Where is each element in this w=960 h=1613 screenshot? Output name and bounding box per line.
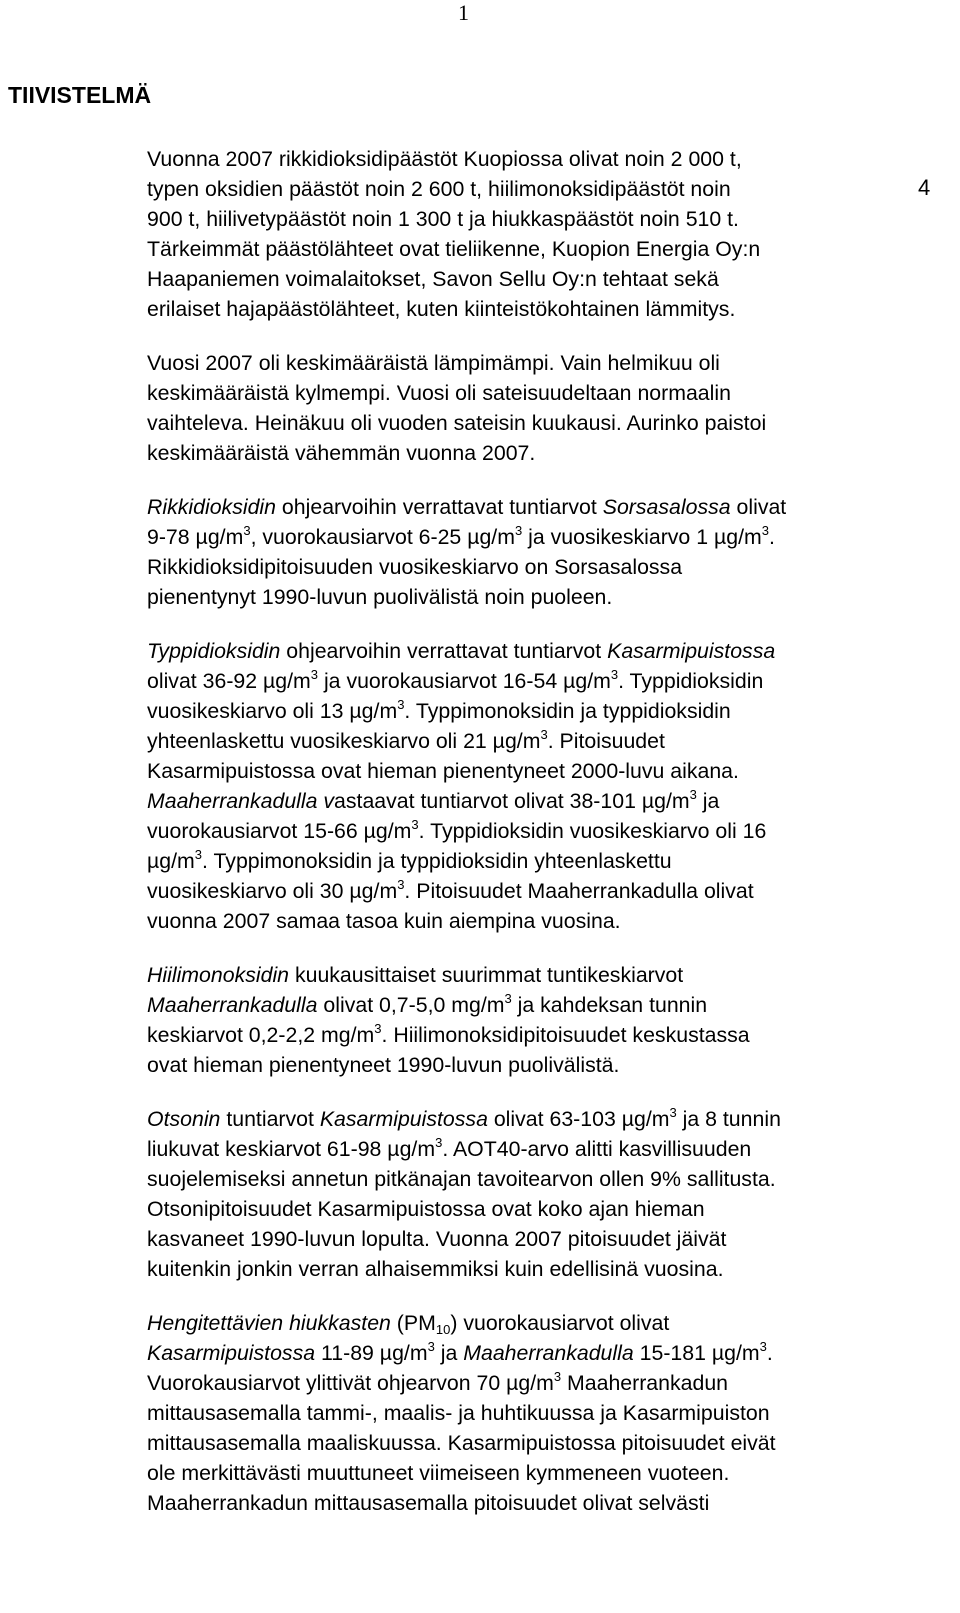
term: Rikkidioksidin (147, 495, 277, 519)
text: ja vuosikeskiarvo 1 µg/m (522, 525, 762, 549)
text: (PM (390, 1311, 436, 1335)
paragraph-sulphur-dioxide (147, 492, 937, 612)
side-number: 4 (918, 175, 931, 200)
text-line: Vuosi 2007 oli keskimääräistä lämpimämpi. Vain helmikuu oli (147, 351, 720, 375)
text: . Typpidioksidin (618, 669, 764, 693)
text: . Pitoisuudet Maaherrankadulla olivat (404, 879, 754, 903)
text-line: typen oksidien päästöt noin 2 600 t, hiilimonoksidipäästöt noin (147, 177, 731, 201)
superscript: 3 (397, 697, 405, 712)
place-name: Maaherrankadulla v (147, 789, 335, 813)
superscript: 3 (374, 1021, 382, 1036)
text: olivat 63-103 µg/m (487, 1107, 670, 1131)
text-line: erilaiset hajapäästölähteet, kuten kiinteistökohtainen lämmitys. (147, 297, 736, 321)
text: ja (696, 789, 720, 813)
paragraph-carbon-monoxide (147, 960, 937, 1080)
superscript: 3 (759, 1339, 767, 1354)
document-body (147, 144, 937, 1542)
text: vuosikeskiarvo oli 13 µg/m (147, 699, 398, 723)
text-line: mittausasemalla tammi-, maalis- ja huhtikuussa ja Kasarmipuiston (147, 1401, 770, 1425)
text-line: Rikkidioksidipitoisuuden vuosikeskiarvo on Sorsasalossa (147, 555, 683, 579)
text: ja vuorokausiarvot 16-54 µg/m (318, 669, 611, 693)
text-line: kuitenkin jonkin verran alhaisemmiksi kuin edellisinä vuosina. (147, 1257, 724, 1281)
text: liukuvat keskiarvot 61-98 µg/m (147, 1137, 436, 1161)
superscript: 3 (194, 847, 203, 862)
text: kuukausittaiset suurimmat tuntikeskiarvot (289, 963, 684, 987)
text: ja 8 tunnin (676, 1107, 781, 1131)
text: ja (434, 1341, 464, 1365)
text: keskiarvot 0,2-2,2 mg/m (147, 1023, 375, 1047)
text-line: ovat hieman pienentyneet 1990-luvun puolivälistä. (147, 1053, 620, 1077)
paragraph-particulates (147, 1308, 937, 1518)
text: yhteenlaskettu vuosikeskiarvo oli 21 µg/m (147, 729, 541, 753)
superscript: 3 (610, 667, 619, 682)
superscript: 3 (243, 523, 251, 538)
text: olivat (730, 495, 787, 519)
text: . Typpidioksidin vuosikeskiarvo oli 16 (418, 819, 767, 843)
text-line: suojelemiseksi annetun pitkänajan tavoitearvon ollen 9% sallitusta. (147, 1167, 776, 1191)
superscript: 3 (504, 991, 512, 1006)
text-line: Haapaniemen voimalaitokset, Savon Sellu Oy:n tehtaat sekä (147, 267, 719, 291)
text: Vuorokausiarvot ylittivät ohjearvon 70 µg/m (147, 1371, 554, 1395)
text: . Typpimonoksidin ja typpidioksidin yhteenlaskettu (202, 849, 672, 873)
text: . (766, 1341, 773, 1365)
text-line: Vuonna 2007 rikkidioksidipäästöt Kuopiossa olivat noin 2 000 t, (147, 147, 742, 171)
text: . (768, 525, 775, 549)
place-name: Maaherrankadulla (463, 1341, 634, 1365)
text-line: vuonna 2007 samaa tasoa kuin aiempina vuosina. (147, 909, 621, 933)
text: ) vuorokausiarvot olivat (450, 1311, 670, 1335)
superscript: 3 (761, 523, 769, 538)
page-number: 1 (458, 0, 469, 25)
text: 11-89 µg/m (315, 1341, 428, 1365)
superscript: 3 (689, 787, 697, 802)
superscript: 3 (397, 877, 405, 892)
text: . Pitoisuudet (547, 729, 665, 753)
paragraph-weather (147, 348, 937, 468)
text: astaavat tuntiarvot olivat 38-101 µg/m (334, 789, 690, 813)
paragraph-nitrogen-dioxide (147, 636, 937, 936)
text-line: pienentynyt 1990-luvun puolivälistä noin puoleen. (147, 585, 613, 609)
superscript: 3 (427, 1339, 435, 1354)
term: Hengitettävien hiukkasten (147, 1311, 391, 1335)
superscript: 3 (540, 727, 548, 742)
text: , vuorokausiarvot 6-25 µg/m (250, 525, 515, 549)
subscript: 10 (435, 1322, 451, 1337)
text: ohjearvoihin verrattavat tuntiarvot (280, 639, 608, 663)
place-name: Kasarmipuistossa (319, 1107, 488, 1131)
superscript: 3 (553, 1369, 562, 1384)
text-line: mittausasemalla maaliskuussa. Kasarmipuistossa pitoisuudet eivät (147, 1431, 776, 1455)
place-name: Kasarmipuistossa (607, 639, 776, 663)
superscript: 3 (411, 817, 419, 832)
text: tuntiarvot (220, 1107, 320, 1131)
place-name: Kasarmipuistossa (147, 1341, 316, 1365)
text: ohjearvoihin verrattavat tuntiarvot (276, 495, 603, 519)
text-line: Otsonipitoisuudet Kasarmipuistossa ovat koko ajan hieman (147, 1197, 705, 1221)
text-line: 900 t, hiilivetypäästöt noin 1 300 t ja hiukkaspäästöt noin 510 t. (147, 207, 739, 231)
text: . AOT40-arvo alitti kasvillisuuden (442, 1137, 752, 1161)
paragraph-ozone (147, 1104, 937, 1284)
superscript: 3 (669, 1105, 677, 1120)
text: ja kahdeksan tunnin (511, 993, 708, 1017)
text: 15-181 µg/m (633, 1341, 760, 1365)
text: olivat 36-92 µg/m (147, 669, 311, 693)
superscript: 3 (435, 1135, 443, 1150)
text: . Typpimonoksidin ja typpidioksidin (404, 699, 731, 723)
text: vuorokausiarvot 15-66 µg/m (147, 819, 412, 843)
text-line: Maaherrankadun mittausasemalla pitoisuudet olivat selvästi (147, 1491, 710, 1515)
text: Maaherrankadun (561, 1371, 729, 1395)
text-line: Kasarmipuistossa ovat hieman pienentyneet 2000-luvu aikana. (147, 759, 739, 783)
place-name: Maaherrankadulla (147, 993, 318, 1017)
page-title: TIIVISTELMÄ (8, 82, 152, 108)
superscript: 3 (514, 523, 523, 538)
text-line: keskimääräistä vähemmän vuonna 2007. (147, 441, 536, 465)
text: µg/m (147, 849, 195, 873)
text-line: ole merkittävästi muuttuneet viimeiseen kymmeneen vuoteen. (147, 1461, 730, 1485)
text-line: kasvaneet 1990-luvun lopulta. Vuonna 2007 pitoisuudet jäivät (147, 1227, 727, 1251)
text: vuosikeskiarvo oli 30 µg/m (147, 879, 398, 903)
superscript: 3 (310, 667, 319, 682)
text-line: keskimääräistä kylmempi. Vuosi oli sateisuudeltaan normaalin (147, 381, 731, 405)
term: Otsonin (147, 1107, 221, 1131)
place-name: Sorsasalossa (602, 495, 731, 519)
text: olivat 0,7-5,0 mg/m (317, 993, 505, 1017)
text-line: Tärkeimmät päästölähteet ovat tieliikenne, Kuopion Energia Oy:n (147, 237, 761, 261)
text: . Hiilimonoksidipitoisuudet keskustassa (381, 1023, 750, 1047)
paragraph-emissions (147, 144, 937, 324)
text: 9-78 µg/m (147, 525, 244, 549)
term: Typpidioksidin (147, 639, 281, 663)
term: Hiilimonoksidin (147, 963, 290, 987)
text-line: vaihteleva. Heinäkuu oli vuoden sateisin kuukausi. Aurinko paistoi (147, 411, 767, 435)
